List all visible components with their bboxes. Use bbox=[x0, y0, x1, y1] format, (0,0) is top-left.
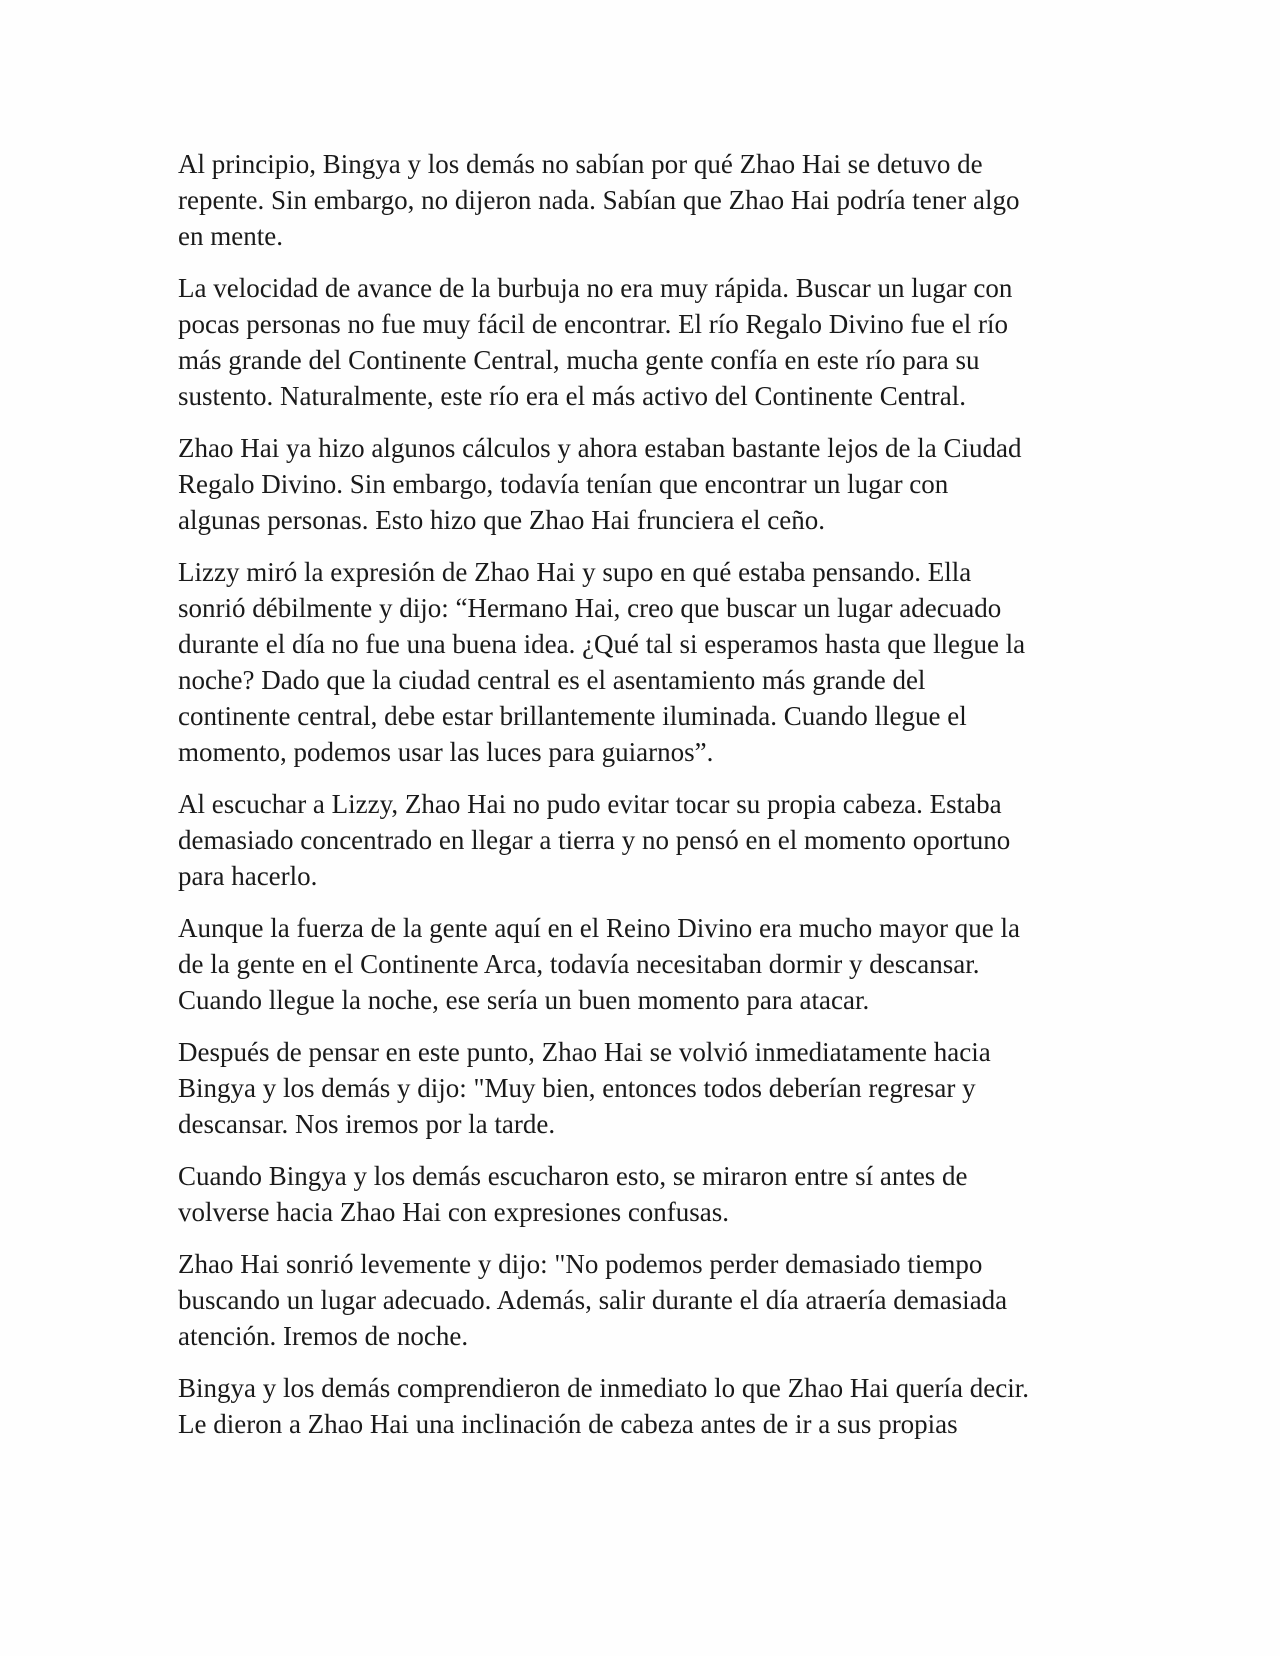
paragraph: La velocidad de avance de la burbuja no era muy rápida. Buscar un lugar con pocas personas no fue muy fácil de encontrar. El río Regalo Divino fue el río más grande del Continente Central, mucha gente confía en este río para su sustento. Naturalmente, este río era el más activo del Continente Central. bbox=[178, 273, 1013, 411]
document-body bbox=[178, 146, 1118, 1458]
paragraph: Zhao Hai sonrió levemente y dijo: "No podemos perder demasiado tiempo buscando un lugar adecuado. Además, salir durante el día atraería demasiada atención. Iremos de noche. bbox=[178, 1249, 1008, 1351]
paragraph: Al principio, Bingya y los demás no sabían por qué Zhao Hai se detuvo de repente. Sin embargo, no dijeron nada. Sabían que Zhao Hai podría tener algo en mente. bbox=[178, 149, 1020, 251]
paragraph: Aunque la fuerza de la gente aquí en el Reino Divino era mucho mayor que la de la gente en el Continente Arca, todavía necesitaban dormir y descansar. Cuando llegue la noche, ese sería un buen momento para atacar. bbox=[178, 913, 1020, 1015]
paragraph: Al escuchar a Lizzy, Zhao Hai no pudo evitar tocar su propia cabeza. Estaba demasiado concentrado en llegar a tierra y no pensó en el momento oportuno para hacerlo. bbox=[178, 789, 1011, 891]
paragraph: Después de pensar en este punto, Zhao Hai se volvió inmediatamente hacia Bingya y los demás y dijo: "Muy bien, entonces todos deberían regresar y descansar. Nos iremos por la tarde. bbox=[178, 1037, 991, 1139]
paragraph: Cuando Bingya y los demás escucharon esto, se miraron entre sí antes de volverse hacia Zhao Hai con expresiones confusas. bbox=[178, 1161, 968, 1227]
paragraph: Zhao Hai ya hizo algunos cálculos y ahora estaban bastante lejos de la Ciudad Regalo Divino. Sin embargo, todavía tenían que encontrar un lugar con algunas personas. Esto hizo que Zhao Hai frunciera el ceño. bbox=[178, 433, 1022, 535]
paragraph: Bingya y los demás comprendieron de inmediato lo que Zhao Hai quería decir. Le dieron a Zhao Hai una inclinación de cabeza antes de ir a sus propias bbox=[178, 1373, 1030, 1439]
paragraph: Lizzy miró la expresión de Zhao Hai y supo en qué estaba pensando. Ella sonrió débilmente y dijo: “Hermano Hai, creo que buscar un lugar adecuado durante el día no fue una buena idea. ¿Qué tal si esperamos hasta que llegue la noche? Dado que la ciudad central es el asentamiento más grande del continente central, debe estar brillantemente iluminada. Cuando llegue el momento, podemos usar las luces para guiarnos”. bbox=[178, 557, 1026, 767]
